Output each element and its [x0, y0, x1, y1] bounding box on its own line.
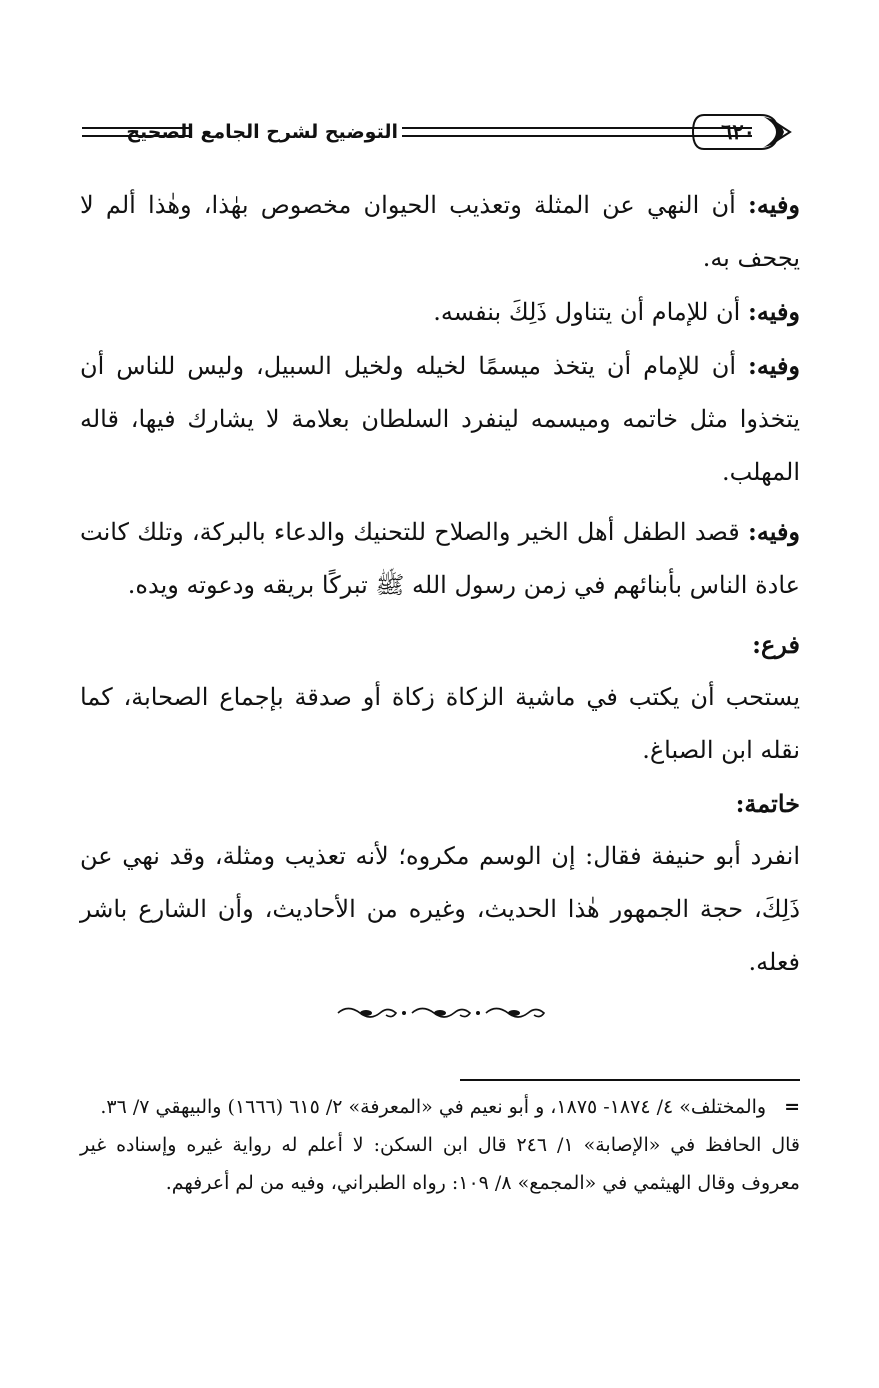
paragraph-lead: وفيه: [747, 190, 800, 219]
paragraph-text: أن النهي عن المثلة وتعذيب الحيوان مخصوص بهٰذا، وهٰذا ألم لا يجحف به. [80, 191, 800, 272]
paragraph [80, 178, 800, 285]
footnotes [80, 1088, 800, 1202]
running-title: التوضيح لشرح الجامع الصحيح [126, 121, 398, 143]
paragraph-lead: وفيه: [747, 517, 800, 546]
paragraph-text: أن للإمام أن يتناول ذَلِكَ بنفسه. [433, 298, 748, 326]
footnote-separator [460, 1079, 800, 1081]
paragraph-text: قصد الطفل أهل الخير والصلاح للتحنيك والدعاء بالبركة، وتلك كانت عادة الناس بأبنائهم في زمن رسول الله ﷺ تبركًا بريقه ودعوته ويده. [80, 518, 800, 599]
page-header [72, 112, 802, 158]
footnote-marker: = [784, 1096, 800, 1118]
footnote-text: والمختلف» ٤/ ١٨٧٤- ١٨٧٥، و أبو نعيم في «المعرفة» ٢/ ٦١٥ (١٦٦٦) والبيهقي ٧/ ٣٦. [100, 1096, 767, 1118]
page-number: ٦٢٠ [721, 119, 755, 144]
branch-heading: فرع: [752, 630, 800, 659]
paragraph [80, 339, 800, 499]
paragraph-lead: وفيه: [747, 297, 800, 326]
conclusion-text: انفرد أبو حنيفة فقال: إن الوسم مكروه؛ لأنه تعذيب ومثلة، وقد نهي عن ذَلِكَ، حجة الجمهور هٰذا الحديث، وغيره من الأحاديث، وأن الشارع باشر فعله. [80, 842, 800, 976]
main-text [80, 178, 800, 989]
conclusion-heading: خاتمة: [735, 789, 800, 818]
paragraph [80, 285, 800, 339]
footnote-note: قال الحافظ في «الإصابة» ١/ ٢٤٦ قال ابن السكن: لا أعلم له رواية غيره وإسناده غير معروف وقال الهيثمي في «المجمع» ٨/ ١٠٩: رواه الطبراني، وفيه من لم أعرفهم. [80, 1134, 800, 1194]
branch-text: يستحب أن يكتب في ماشية الزكاة زكاة أو صدقة بإجماع الصحابة، كما نقله ابن الصباغ. [80, 683, 800, 764]
paragraph-text: أن للإمام أن يتخذ ميسمًا لخيله ولخيل السبيل، وليس للناس أن يتخذوا مثل خاتمه وميسمه لينفرد السلطان بعلامة لا يشارك فيها، قاله المهلب. [80, 352, 800, 486]
paragraph [80, 505, 800, 612]
footnote-continuation [80, 1088, 800, 1126]
page-number-frame-icon [690, 112, 794, 152]
decorative-ornament-icon [334, 1000, 556, 1026]
paragraph-lead: وفيه: [747, 351, 801, 380]
